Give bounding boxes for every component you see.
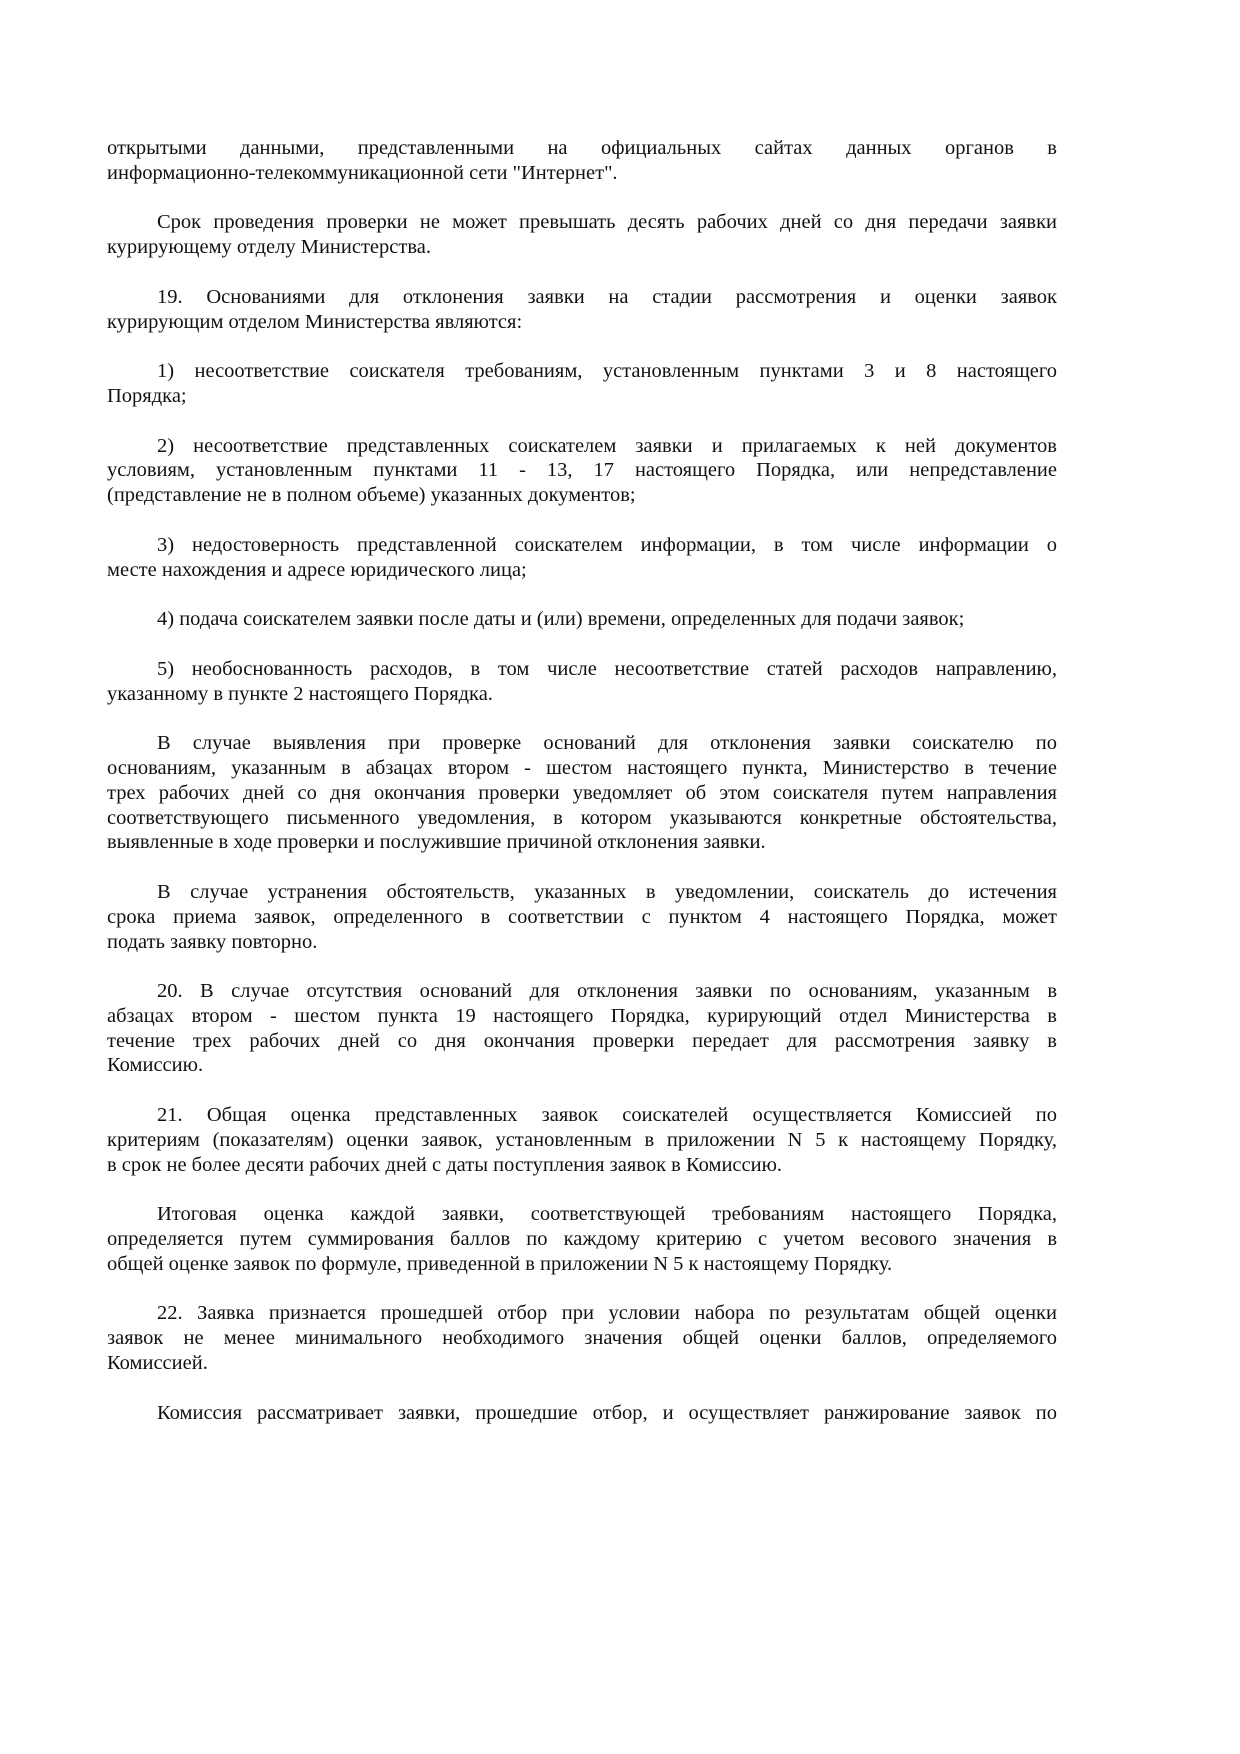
text-line: заявок не менее минимального необходимого значения общей оценки баллов, определяемого (107, 1327, 1057, 1350)
text-line: Комиссией. (107, 1352, 208, 1375)
text-line: критериям (показателям) оценки заявок, установленным в приложении N 5 к настоящему Порядку, (107, 1128, 1057, 1151)
text-line: 2) несоответствие представленных соискателем заявки и прилагаемых к ней документов (157, 434, 1057, 457)
paragraph (107, 285, 1057, 335)
text-line: В случае устранения обстоятельств, указанных в уведомлении, соискатель до истечения (157, 880, 1057, 903)
text-line: соответствующего письменного уведомления, в котором указываются конкретные обстоятельства, (107, 806, 1057, 829)
text-line: абзацах втором - шестом пункта 19 настоящего Порядка, курирующий отдел Министерства в (107, 1004, 1057, 1027)
text-line: Комиссия рассматривает заявки, прошедшие отбор, и осуществляет ранжирование заявок по (157, 1401, 1057, 1424)
paragraph (107, 1202, 1057, 1276)
paragraph (107, 1301, 1057, 1375)
text-line: 20. В случае отсутствия оснований для отклонения заявки по основаниям, указанным в (157, 980, 1057, 1003)
text-line: 4) подача соискателем заявки после даты и (или) времени, определенных для подачи заявок; (157, 608, 965, 631)
paragraph (107, 359, 1057, 409)
text-line: 22. Заявка признается прошедшей отбор при условии набора по результатам общей оценки (157, 1302, 1057, 1325)
text-line: 21. Общая оценка представленных заявок соискателей осуществляется Комиссией по (157, 1104, 1057, 1127)
document-page (107, 136, 1057, 1450)
paragraph (107, 880, 1057, 954)
text-line: курирующим отделом Министерства являются: (107, 310, 523, 333)
text-line: основаниям, указанным в абзацах втором - шестом настоящего пункта, Министерство в течение (107, 756, 1057, 779)
paragraph (107, 1103, 1057, 1177)
text-line: Порядка; (107, 384, 187, 407)
text-line: месте нахождения и адресе юридического лица; (107, 558, 527, 581)
text-line: указанному в пункте 2 настоящего Порядка. (107, 682, 493, 705)
paragraph (107, 136, 1057, 186)
paragraph (107, 1401, 1057, 1426)
text-line: 5) необоснованность расходов, в том числе несоответствие статей расходов направлению, (157, 657, 1057, 680)
text-line: информационно-телекоммуникационной сети "Интернет". (107, 161, 618, 184)
text-line: определяется путем суммирования баллов по каждому критерию с учетом весового значения в (107, 1228, 1057, 1251)
text-line: Итоговая оценка каждой заявки, соответствующей требованиям настоящего Порядка, (157, 1203, 1057, 1226)
text-line: подать заявку повторно. (107, 930, 318, 953)
text-line: 1) несоответствие соискателя требованиям, установленным пунктами 3 и 8 настоящего (157, 360, 1057, 383)
text-line: в срок не более десяти рабочих дней с даты поступления заявок в Комиссию. (107, 1153, 783, 1176)
text-line: В случае выявления при проверке оснований для отклонения заявки соискателю по (157, 732, 1057, 755)
paragraph (107, 979, 1057, 1078)
text-line: течение трех рабочих дней со дня окончания проверки передает для рассмотрения заявку в (107, 1029, 1057, 1052)
text-line: 3) недостоверность представленной соискателем информации, в том числе информации о (157, 533, 1057, 556)
text-line: трех рабочих дней со дня окончания проверки уведомляет об этом соискателя путем направления (107, 781, 1057, 804)
text-line: общей оценке заявок по формуле, приведенной в приложении N 5 к настоящему Порядку. (107, 1252, 893, 1275)
text-line: выявленные в ходе проверки и послужившие причиной отклонения заявки. (107, 831, 766, 854)
text-line: курирующему отделу Министерства. (107, 236, 431, 259)
text-line: 19. Основаниями для отклонения заявки на стадии рассмотрения и оценки заявок (157, 285, 1057, 308)
paragraph (107, 607, 1057, 632)
text-line: условиям, установленным пунктами 11 - 13, 17 настоящего Порядка, или непредставление (107, 459, 1057, 482)
paragraph (107, 657, 1057, 707)
paragraph (107, 533, 1057, 583)
text-line: Комиссию. (107, 1054, 204, 1077)
paragraph (107, 210, 1057, 260)
text-line: Срок проведения проверки не может превышать десять рабочих дней со дня передачи заявки (157, 211, 1057, 234)
text-line: срока приема заявок, определенного в соответствии с пунктом 4 настоящего Порядка, может (107, 905, 1057, 928)
paragraph (107, 434, 1057, 508)
text-line: открытыми данными, представленными на официальных сайтах данных органов в (107, 137, 1057, 159)
paragraph (107, 731, 1057, 855)
text-line: (представление не в полном объеме) указанных документов; (107, 484, 636, 507)
